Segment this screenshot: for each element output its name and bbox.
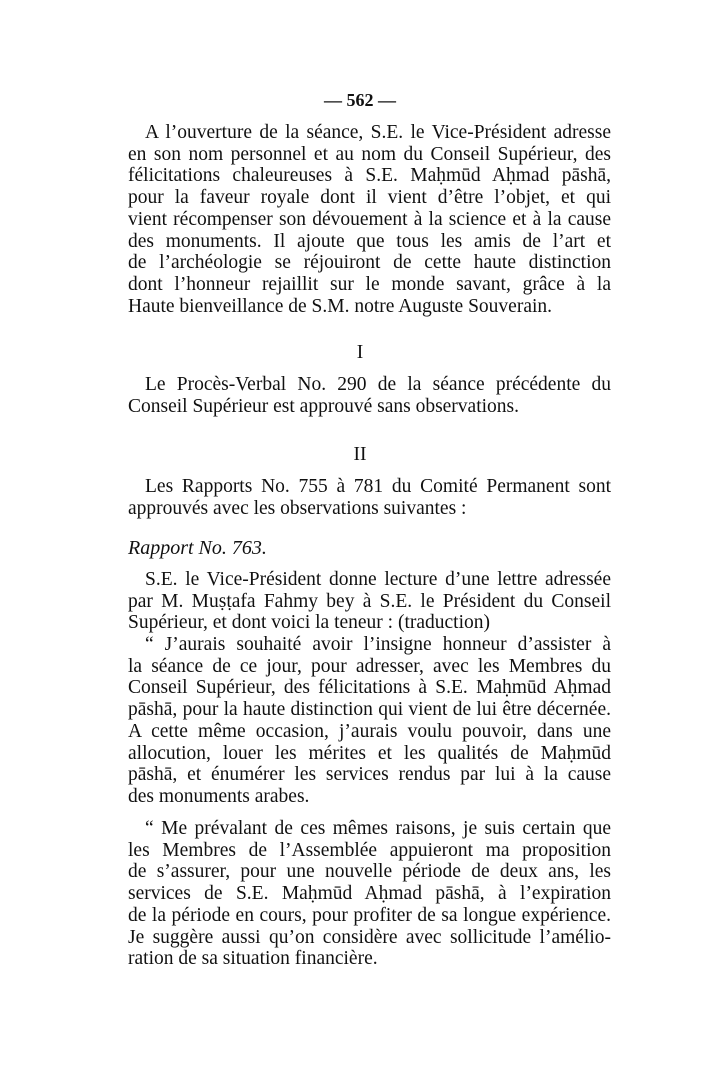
text-line: félicitations chaleureuses à S.E. Maḥmūd Aḥmad pāshā, — [128, 165, 611, 187]
text-line: en son nom personnel et au nom du Conseil Supérieur, des — [128, 143, 611, 165]
text-line: approuvés avec les observations suivantes : — [128, 497, 467, 519]
report-heading: Rapport No. 763. — [128, 537, 267, 559]
text-line: allocution, louer les mérites et les qualités de Maḥmūd — [128, 742, 611, 764]
text-line: ration de sa situation financière. — [128, 948, 378, 970]
text-line: Conseil Supérieur est approuvé sans observations. — [128, 395, 520, 417]
text-line: pāshā, pour la haute distinction qui vient de lui être décernée. — [128, 699, 611, 721]
page-number: — 562 — — [324, 90, 396, 110]
text-line: A l’ouverture de la séance, S.E. le Vice-Président adresse — [145, 122, 611, 143]
text-line: les Membres de l’Assemblée appuieront ma proposition — [128, 839, 611, 861]
text-line: “ J’aurais souhaité avoir l’insigne honneur d’assister à — [145, 634, 611, 655]
text-line: Conseil Supérieur, des félicitations à S.E. Maḥmūd Aḥmad — [128, 677, 611, 699]
text-line: Les Rapports No. 755 à 781 du Comité Permanent sont — [145, 476, 611, 497]
text-line: vient récompenser son dévouement à la science et à la cause — [128, 208, 611, 230]
text-line: S.E. le Vice-Président donne lecture d’une lettre adressée — [145, 569, 611, 590]
text-line: de la période en cours, pour profiter de sa longue expérience. — [128, 904, 611, 926]
text-line: par M. Muṣṭafa Fahmy bey à S.E. le Président du Conseil — [128, 590, 611, 612]
section-numeral: II — [353, 444, 367, 465]
text-line: A cette même occasion, j’aurais voulu pouvoir, dans une — [128, 720, 611, 742]
section-numeral: I — [356, 342, 364, 363]
text-line: des monuments arabes. — [128, 785, 310, 807]
text-line: Je suggère aussi qu’on considère avec sollicitude l’amélio- — [128, 926, 611, 948]
text-line: “ Me prévalant de ces mêmes raisons, je suis certain que — [145, 818, 611, 839]
text-line: dont l’honneur rejaillit sur le monde savant, grâce à la — [128, 273, 611, 295]
text-line: pour la faveur royale dont il vient d’être l’objet, et qui — [128, 187, 611, 209]
text-line: de l’archéologie se réjouiront de cette haute distinction — [128, 252, 611, 274]
text-line: services de S.E. Maḥmūd Aḥmad pāshā, à l’expiration — [128, 883, 611, 905]
text-line: Haute bienveillance de S.M. notre Auguste Souverain. — [128, 295, 553, 317]
text-line: Le Procès-Verbal No. 290 de la séance précédente du — [145, 374, 611, 395]
text-line: de s’assurer, pour une nouvelle période de deux ans, les — [128, 861, 611, 883]
text-line: pāshā, et énumérer les services rendus par lui à la cause — [128, 764, 611, 786]
text-line: des monuments. Il ajoute que tous les amis de l’art et — [128, 230, 611, 252]
text-line: Supérieur, et dont voici la teneur : (traduction) — [128, 612, 491, 634]
text-line: la séance de ce jour, pour adresser, avec les Membres du — [128, 655, 611, 677]
